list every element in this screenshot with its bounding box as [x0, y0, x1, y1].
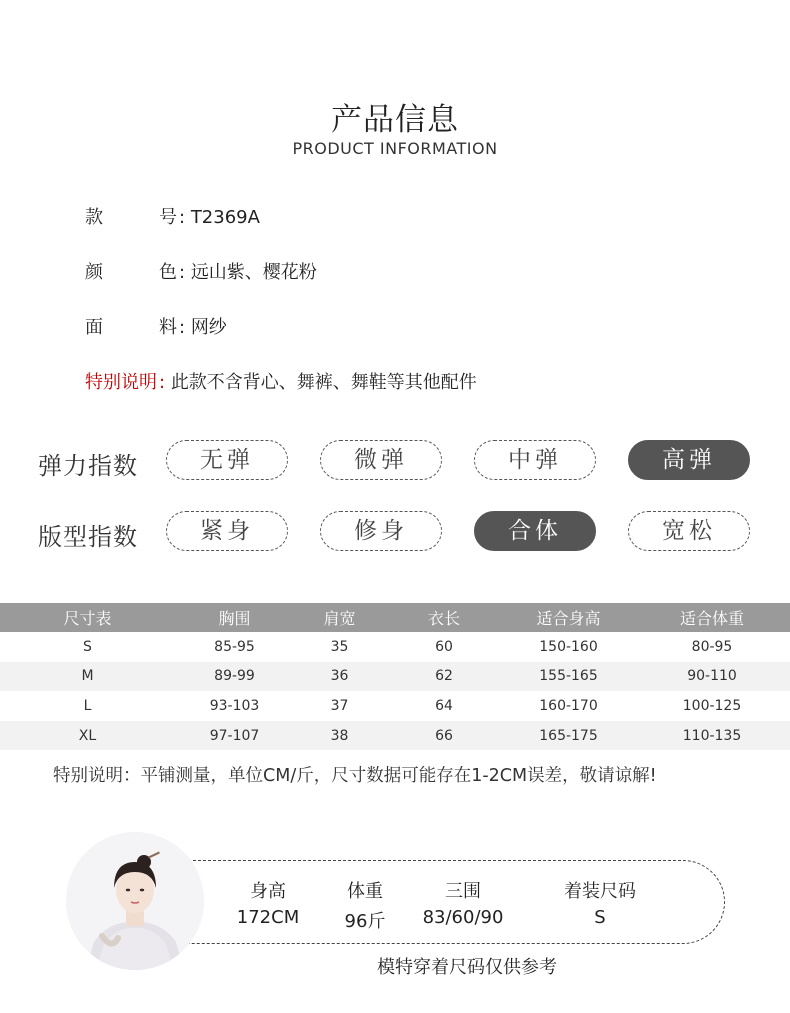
table-cell: 110-135 — [634, 721, 790, 751]
page-title: 产品信息 — [331, 102, 459, 138]
model-photo-illustration — [66, 832, 204, 970]
header-cell: 适合身高 — [503, 603, 634, 632]
table-cell: 35 — [330, 638, 349, 655]
size-table-header — [0, 603, 790, 632]
model-note: 模特穿着尺码仅供参考 — [377, 957, 557, 978]
model-measurements-value: 83/60/90 — [422, 907, 504, 928]
elasticity-option-medium: 中弹 — [474, 440, 596, 480]
model-weight-label: 体重 — [347, 881, 383, 902]
table-cell: 62 — [385, 662, 503, 692]
table-cell: 37 — [330, 697, 349, 714]
model-height-label: 身高 — [250, 881, 286, 902]
table-row — [0, 721, 790, 751]
info-value: 远山紫、樱花粉 — [190, 262, 317, 283]
table-row — [0, 662, 790, 692]
table-cell: 80-95 — [691, 638, 733, 655]
info-label: 面料 — [85, 317, 177, 338]
table-row — [0, 691, 790, 721]
model-height-value: 172CM — [236, 907, 300, 928]
elasticity-option-slight: 微弹 — [320, 440, 442, 480]
model-weight-value: 96斤 — [344, 911, 386, 932]
fit-option-loose: 宽松 — [628, 511, 750, 551]
table-cell: 165-175 — [503, 721, 634, 751]
table-cell: 150-160 — [539, 638, 598, 655]
model-measurements-label: 三围 — [445, 881, 481, 902]
table-cell: M — [0, 662, 175, 692]
table-cell: S — [83, 638, 92, 655]
header-cell: 肩宽 — [294, 603, 385, 632]
table-cell: 93-103 — [209, 697, 260, 714]
header-cell: 适合体重 — [634, 603, 790, 632]
info-style-number: 款号 : T2369A — [85, 203, 260, 229]
header-cell: 胸围 — [175, 603, 294, 632]
info-value: T2369A — [190, 207, 260, 228]
table-cell: 97-107 — [175, 721, 294, 751]
info-value: 网纱 — [190, 317, 227, 338]
header-cell: 衣长 — [385, 603, 503, 632]
table-cell: 38 — [294, 721, 385, 751]
table-cell: 85-95 — [214, 638, 255, 655]
table-cell: 155-165 — [503, 662, 634, 692]
size-table — [0, 603, 790, 750]
info-value: 此款不含背心、舞裤、舞鞋等其他配件 — [170, 372, 477, 393]
header-cell: 尺寸表 — [0, 603, 175, 632]
table-cell: 89-99 — [175, 662, 294, 692]
fit-option-slim: 修身 — [320, 511, 442, 551]
model-photo — [66, 832, 204, 970]
info-special-note: 特别说明 : 此款不含背心、舞裤、舞鞋等其他配件 — [85, 368, 477, 394]
model-size-value: S — [594, 907, 606, 928]
info-label: 颜色 — [85, 262, 177, 283]
fit-option-regular: 合体 — [474, 511, 596, 551]
table-cell: 64 — [435, 697, 453, 714]
fit-label: 版型指数 — [38, 523, 138, 551]
table-cell: 60 — [435, 638, 453, 655]
model-size-label: 着装尺码 — [564, 881, 636, 902]
table-cell: 36 — [294, 662, 385, 692]
info-fabric: 面料 : 网纱 — [85, 313, 227, 339]
elasticity-option-high: 高弹 — [628, 440, 750, 480]
info-label: 款号 — [85, 207, 177, 228]
elasticity-option-none: 无弹 — [166, 440, 288, 480]
info-color: 颜色 : 远山紫、樱花粉 — [85, 258, 317, 284]
table-row — [0, 632, 790, 662]
table-cell: XL — [0, 721, 175, 751]
table-cell: 90-110 — [634, 662, 790, 692]
table-cell: L — [83, 697, 92, 714]
table-cell: 160-170 — [539, 697, 598, 714]
elasticity-label: 弹力指数 — [38, 452, 138, 480]
page-subtitle: PRODUCT INFORMATION — [292, 139, 498, 158]
table-cell: 100-125 — [682, 697, 742, 714]
size-table-note: 特别说明：平铺测量，单位CM/斤，尺寸数据可能存在1-2CM误差，敬请谅解! — [53, 766, 657, 786]
fit-option-tight: 紧身 — [166, 511, 288, 551]
info-label: 特别说明 — [85, 372, 157, 393]
table-cell: 66 — [385, 721, 503, 751]
